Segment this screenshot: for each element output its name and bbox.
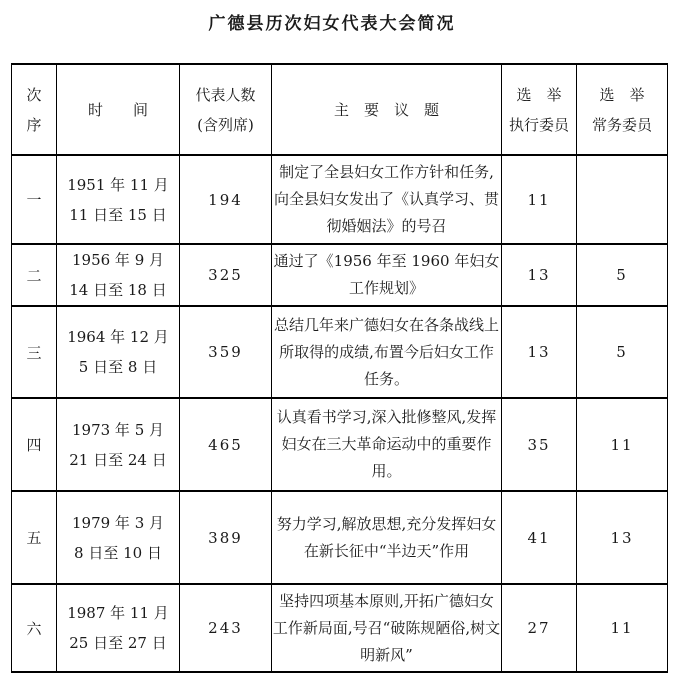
header-topics: 主 要 议 题 bbox=[272, 64, 502, 155]
header-standing-line2: 常务委员 bbox=[591, 115, 652, 134]
date-line2: 8 日至 10 日 bbox=[74, 543, 162, 562]
header-delegates-line2: (含列席) bbox=[197, 115, 254, 134]
date-line1: 1987 年 11 月 bbox=[67, 604, 169, 622]
standing-cell: 5 bbox=[577, 306, 668, 398]
seq-cell: 三 bbox=[12, 306, 57, 398]
seq-cell: 六 bbox=[12, 584, 57, 672]
topic-cell: 总结几年来广德妇女在各条战线上所取得的成绩,布置今后妇女工作任务。 bbox=[272, 306, 502, 398]
header-standing-line1: 选 举 bbox=[599, 85, 645, 104]
delegates-cell: 465 bbox=[180, 398, 272, 491]
topic-cell: 通过了《1956 年至 1960 年妇女工作规划》 bbox=[272, 244, 502, 306]
date-cell bbox=[57, 244, 180, 306]
header-exec-line2: 执行委员 bbox=[508, 115, 569, 134]
delegates-cell: 194 bbox=[180, 155, 272, 244]
table-row bbox=[12, 244, 668, 306]
header-delegates-line1: 代表人数 bbox=[195, 85, 256, 104]
table-row bbox=[12, 491, 668, 584]
header-seq-label: 次序 bbox=[26, 85, 42, 134]
exec-cell: 13 bbox=[502, 244, 577, 306]
date-line1: 1956 年 9 月 bbox=[71, 251, 165, 269]
exec-cell: 27 bbox=[502, 584, 577, 672]
exec-cell: 11 bbox=[502, 155, 577, 244]
page-title: 广德县历次妇女代表大会简况 bbox=[208, 14, 456, 34]
date-cell bbox=[57, 306, 180, 398]
date-cell bbox=[57, 491, 180, 584]
date-line2: 25 日至 27 日 bbox=[69, 634, 167, 652]
delegates-cell: 243 bbox=[180, 584, 272, 672]
delegates-cell: 359 bbox=[180, 306, 272, 398]
seq-cell: 一 bbox=[12, 155, 57, 244]
seq-cell: 五 bbox=[12, 491, 57, 584]
date-line2: 11 日至 15 日 bbox=[69, 205, 167, 224]
date-line2: 21 日至 24 日 bbox=[69, 450, 167, 469]
table-row bbox=[12, 584, 668, 672]
topic-cell: 认真看书学习,深入批修整风,发挥妇女在三大革命运动中的重要作用。 bbox=[272, 398, 502, 491]
date-cell bbox=[57, 584, 180, 672]
exec-cell: 41 bbox=[502, 491, 577, 584]
date-cell bbox=[57, 155, 180, 244]
topic-cell: 坚持四项基本原则,开拓广德妇女工作新局面,号召“破陈规陋俗,树文明新风” bbox=[272, 584, 502, 672]
date-cell bbox=[57, 398, 180, 491]
header-seq bbox=[12, 64, 57, 155]
table-row bbox=[12, 306, 668, 398]
table-row bbox=[12, 398, 668, 491]
table-header-row bbox=[12, 64, 668, 155]
congress-table bbox=[11, 63, 668, 673]
date-line1: 1951 年 11 月 bbox=[67, 175, 169, 194]
topic-cell: 制定了全县妇女工作方针和任务,向全县妇女发出了《认真学习、贯彻婚姻法》的号召 bbox=[272, 155, 502, 244]
header-time: 时 间 bbox=[57, 64, 180, 155]
topic-cell: 努力学习,解放思想,充分发挥妇女在新长征中“半边天”作用 bbox=[272, 491, 502, 584]
table-row bbox=[12, 155, 668, 244]
standing-cell: 11 bbox=[577, 584, 668, 672]
delegates-cell: 325 bbox=[180, 244, 272, 306]
seq-cell: 二 bbox=[12, 244, 57, 306]
standing-cell: 5 bbox=[577, 244, 668, 306]
header-standing bbox=[577, 64, 668, 155]
date-line1: 1964 年 12 月 bbox=[67, 328, 169, 346]
seq-cell: 四 bbox=[12, 398, 57, 491]
standing-cell: 13 bbox=[577, 491, 668, 584]
exec-cell: 35 bbox=[502, 398, 577, 491]
header-delegates bbox=[180, 64, 272, 155]
header-exec-line1: 选 举 bbox=[516, 85, 562, 104]
standing-cell: 11 bbox=[577, 398, 668, 491]
date-line1: 1979 年 3 月 bbox=[71, 513, 165, 532]
delegates-cell: 389 bbox=[180, 491, 272, 584]
date-line2: 5 日至 8 日 bbox=[78, 358, 158, 376]
header-exec bbox=[502, 64, 577, 155]
date-line1: 1973 年 5 月 bbox=[71, 420, 165, 439]
standing-cell bbox=[577, 155, 668, 244]
date-line2: 14 日至 18 日 bbox=[69, 281, 167, 299]
exec-cell: 13 bbox=[502, 306, 577, 398]
